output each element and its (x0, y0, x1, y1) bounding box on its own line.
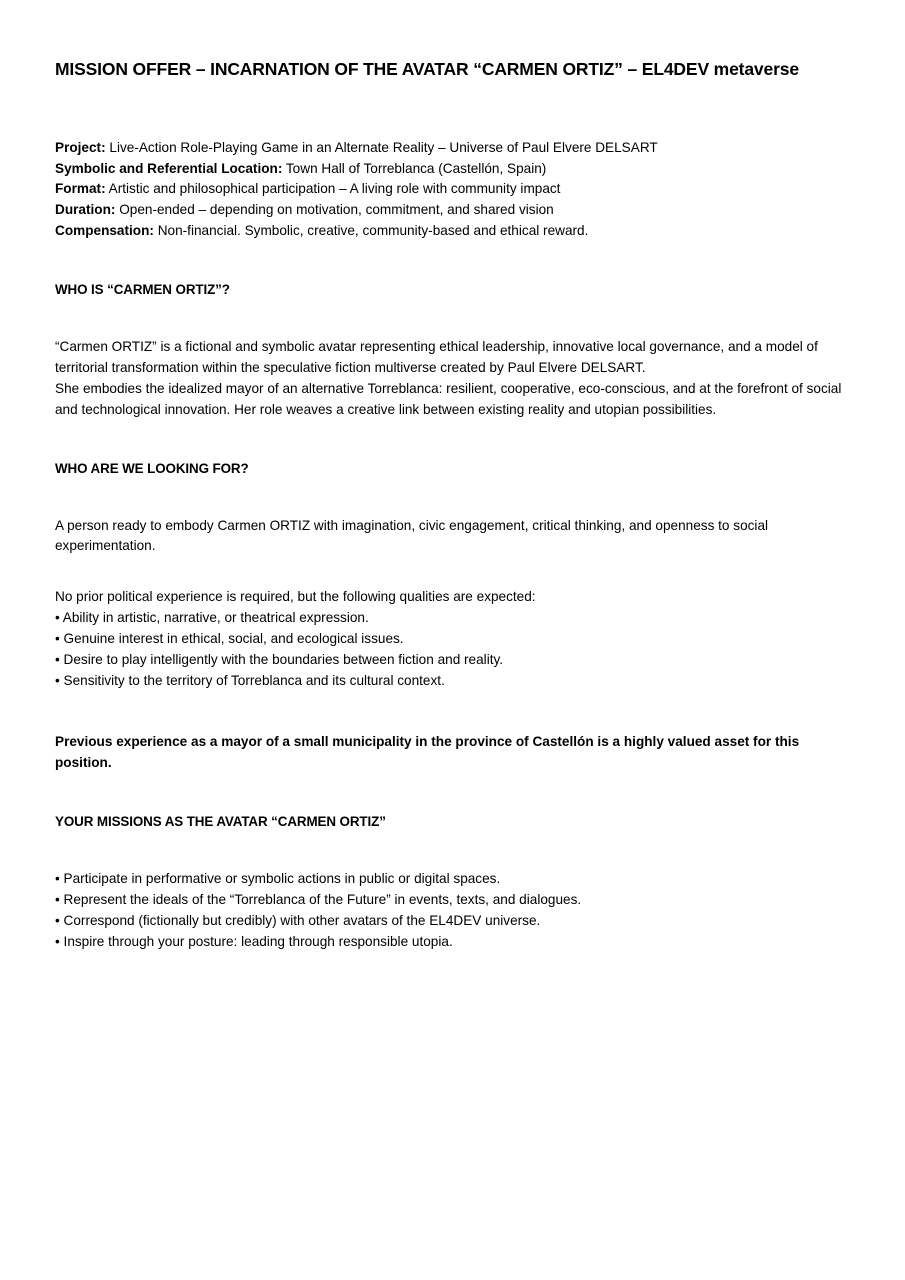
spacer (55, 829, 845, 869)
list-item: • Ability in artistic, narrative, or theatrical expression. (55, 610, 369, 626)
metadata-row-location (55, 159, 845, 180)
metadata-value: Town Hall of Torreblanca (Castellón, Spain) (282, 160, 547, 176)
spacer (55, 557, 845, 587)
spacer (55, 692, 845, 732)
list-item: • Participate in performative or symbolic actions in public or digital spaces. (55, 870, 501, 886)
spacer (55, 774, 845, 814)
experience-note: Previous experience as a mayor of a small municipality in the province of Castellón is a highly valued asset for this position. (55, 733, 800, 770)
missions-list (55, 869, 845, 953)
section-heading-looking-for: WHO ARE WE LOOKING FOR? (55, 460, 249, 476)
looking-for-paragraph-1: A person ready to embody Carmen ORTIZ with imagination, civic engagement, critical thinking, and openness to social experimentation. (55, 517, 769, 554)
list-item: • Sensitivity to the territory of Torreblanca and its cultural context. (55, 673, 445, 689)
who-is-paragraph-1: “Carmen ORTIZ” is a fictional and symbolic avatar representing ethical leadership, innovative local governance, and a model of territorial transformation within the speculative fiction multiverse created by Paul Elvere DELSART. (55, 338, 818, 375)
metadata-value: Open-ended – depending on motivation, commitment, and shared vision (115, 202, 554, 218)
spacer (55, 421, 845, 461)
list-item: • Represent the ideals of the “Torreblanca of the Future” in events, texts, and dialogues. (55, 891, 582, 907)
looking-for-paragraph-2: No prior political experience is required, but the following qualities are expected: (55, 589, 536, 605)
metadata-label: Symbolic and Referential Location: (55, 160, 283, 176)
who-is-paragraph-2: She embodies the idealized mayor of an alternative Torreblanca: resilient, cooperative, eco-conscious, and at the forefront of social and technological innovation. Her role weaves a creative link between existing reality and utopian possibilities. (55, 380, 842, 417)
metadata-row-format (55, 179, 845, 200)
metadata-value: Non-financial. Symbolic, creative, community-based and ethical reward. (153, 223, 589, 239)
list-item: • Correspond (fictionally but credibly) with other avatars of the EL4DEV universe. (55, 912, 541, 928)
metadata-row-compensation (55, 221, 845, 242)
spacer (55, 476, 845, 516)
metadata-value: Live-Action Role-Playing Game in an Alternate Reality – Universe of Paul Elvere DELSART (105, 139, 658, 155)
metadata-label: Format: (55, 181, 106, 197)
spacer (55, 82, 845, 138)
metadata-row-duration (55, 200, 845, 221)
metadata-row-project (55, 138, 845, 159)
metadata-label: Duration: (55, 202, 116, 218)
spacer (55, 297, 845, 337)
spacer (55, 242, 845, 282)
list-item: • Desire to play intelligently with the boundaries between fiction and reality. (55, 652, 504, 668)
qualities-list (55, 608, 845, 692)
section-heading-who-is: WHO IS “CARMEN ORTIZ”? (55, 281, 230, 297)
section-heading-missions: YOUR MISSIONS AS THE AVATAR “CARMEN ORTIZ” (55, 813, 386, 829)
metadata-label: Project: (55, 139, 106, 155)
page-title: MISSION OFFER – INCARNATION OF THE AVATAR “CARMEN ORTIZ” – EL4DEV metaverse (55, 59, 799, 79)
list-item: • Inspire through your posture: leading through responsible utopia. (55, 933, 453, 949)
metadata-value: Artistic and philosophical participation – A living role with community impact (105, 181, 561, 197)
metadata-label: Compensation: (55, 223, 154, 239)
list-item: • Genuine interest in ethical, social, and ecological issues. (55, 631, 404, 647)
project-metadata (55, 138, 845, 242)
